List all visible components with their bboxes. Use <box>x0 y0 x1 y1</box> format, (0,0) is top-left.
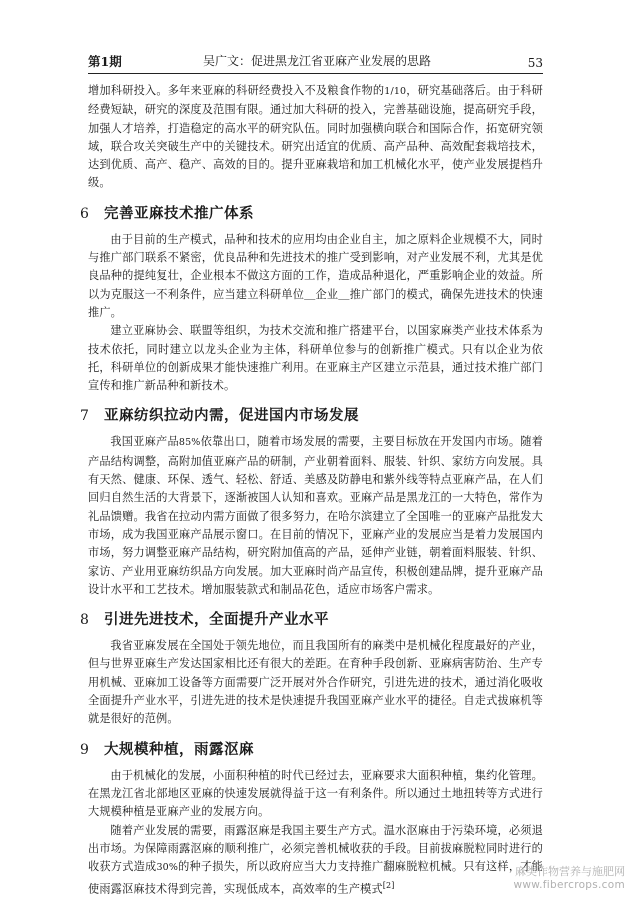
section-number: 6 <box>80 205 89 222</box>
running-title: 吴广文：促进黑龙江省亚麻产业发展的思路 <box>203 54 432 68</box>
inline-percent: 85% <box>178 437 201 449</box>
paragraph: 由于机械化的发展，小面积种植的时代已经过去，亚麻要求大面积种植，集约化管理。在黑龙江省北部地区亚麻的快速发展就得益于这一有利条件。所以通过土地扭转等方式进行大规模种植是亚麻产业的发展方向。 <box>88 768 543 819</box>
section-title: 引进先进技术，全面提升产业水平 <box>104 612 329 629</box>
section-title: 亚麻纺织拉动内需，促进国内市场发展 <box>104 408 359 425</box>
inline-fraction: 1/10 <box>384 86 407 97</box>
inline-percent: 30% <box>156 862 179 874</box>
running-header <box>88 48 543 74</box>
section-heading-9 <box>80 738 543 759</box>
section-number: 8 <box>80 612 89 629</box>
watermark-url: www.fibercrops.com <box>513 879 625 891</box>
paragraph: 随着产业发展的需要，雨露沤麻是我国主要生产方式。温水沤麻由于污染环境，必须退出市场。为保障雨露沤麻的顺利推广，必须完善机械收获的手段。目前拔麻脱粒同时进行的收获方式造成30%的种子损失，所以政府应当大力支持推广翻麻脱粒机械。只有这样，才能使雨露沤麻技术得到完善，实现低成本，高效率的生产模式[2] <box>88 823 543 897</box>
section-number: 7 <box>80 408 89 425</box>
section-heading-7 <box>80 404 543 425</box>
section-heading-8 <box>80 608 543 629</box>
issue-number: 第1期 <box>88 54 122 69</box>
watermark-name: 麻类作物营养与施肥网 <box>515 865 625 878</box>
section-number: 9 <box>80 741 89 758</box>
paragraph: 建立亚麻协会、联盟等组织，为技术交流和推广搭建平台，以国家麻类产业技术体系为技术依托，同时建立以龙头企业为主体，科研单位参与的创新推广模式。只有以企业为依托，科研单位的创新成果才能快速推广利用。在亚麻主产区建立示范县，通过技术推广部门宣传和推广新品种和新技术。 <box>88 324 543 393</box>
paragraph: 我省亚麻发展在全国处于领先地位，而且我国所有的麻类中是机械化程度最好的产业，但与世界亚麻生产发达国家相比还有很大的差距。在育种手段创新、亚麻病害防治、生产专用机械、亚麻加工设备等方面需要广泛开展对外合作研究，引进先进的技术，通过消化吸收全面提升产业水平，引进先进的技术是快速提升我国亚麻产业水平的捷径。自走式拔麻机等就是很好的范例。 <box>88 639 543 726</box>
paragraph-research-investment: 增加科研投入。多年来亚麻的科研经费投入不及粮食作物的1/10，研究基础落后。由于科研经费短缺，研究的深度及范围有限。通过加大科研的投入，完善基础设施，提高研究手段，加强人才培养，打造稳定的高水平的研究队伍。同时加强横向联合和国际合作，拓宽研究领域，联合攻关突破生产中的关键技术。研究出适宜的优质、高产品种、高效配套栽培技术，达到优质、高产、稳产、高效的目的。提升亚麻栽培和加工机械化水平，使产业发展提档升级。 <box>88 84 543 190</box>
paragraph: 由于目前的生产模式，品种和技术的应用均由企业自主，加之原料企业规模不大，同时与推广部门联系不紧密，优良品种和先进技术的推广受到影响，对产业发展不利，尤其是优良品种的提纯复壮，企业根本不做这方面的工作，造成品种退化，严重影响企业的效益。所以为克服这一不利条件，应当建立科研单位＿企业＿推广部门的模式，确保先进技术的快速推广。 <box>88 232 543 319</box>
section-title: 大规模种植，雨露沤麻 <box>104 741 254 758</box>
section-heading-6 <box>80 202 543 223</box>
section-title: 完善亚麻技术推广体系 <box>104 205 254 222</box>
site-watermark <box>513 863 625 891</box>
citation-ref: [2] <box>382 881 395 891</box>
page-number: 53 <box>527 56 543 70</box>
article-body <box>80 82 543 899</box>
paragraph: 我国亚麻产品85%依靠出口，随着市场发展的需要，主要目标放在开发国内市场。随着产品结构调整，高附加值亚麻产品的研制，产业朝着面料、服装、针织、家纺方向发展。具有天然、健康、环保、透气、轻松、舒适、美感及防静电和紫外线等特点亚麻产品，在人们回归自然生活的大背景下，逐渐被国人认知和喜欢。亚麻产品是黑龙江的一大特色，常作为礼品馈赠。我省在拉动内需方面做了很多努力，在哈尔滨建立了全国唯一的亚麻产品批发大市场，成为我国亚麻产品展示窗口。在目前的情况下，亚麻产业的发展应当是着力发展国内市场，努力调整亚麻产品结构，研究附加值高的产品，延伸产业链，朝着面料服装、针织、家访、产业用亚麻纺织品方向发展。加大亚麻时尚产品宣传，积极创建品牌，提升亚麻产品设计水平和工艺技术。增加服装款式和制品花色，适应市场客户需求。 <box>88 435 543 596</box>
